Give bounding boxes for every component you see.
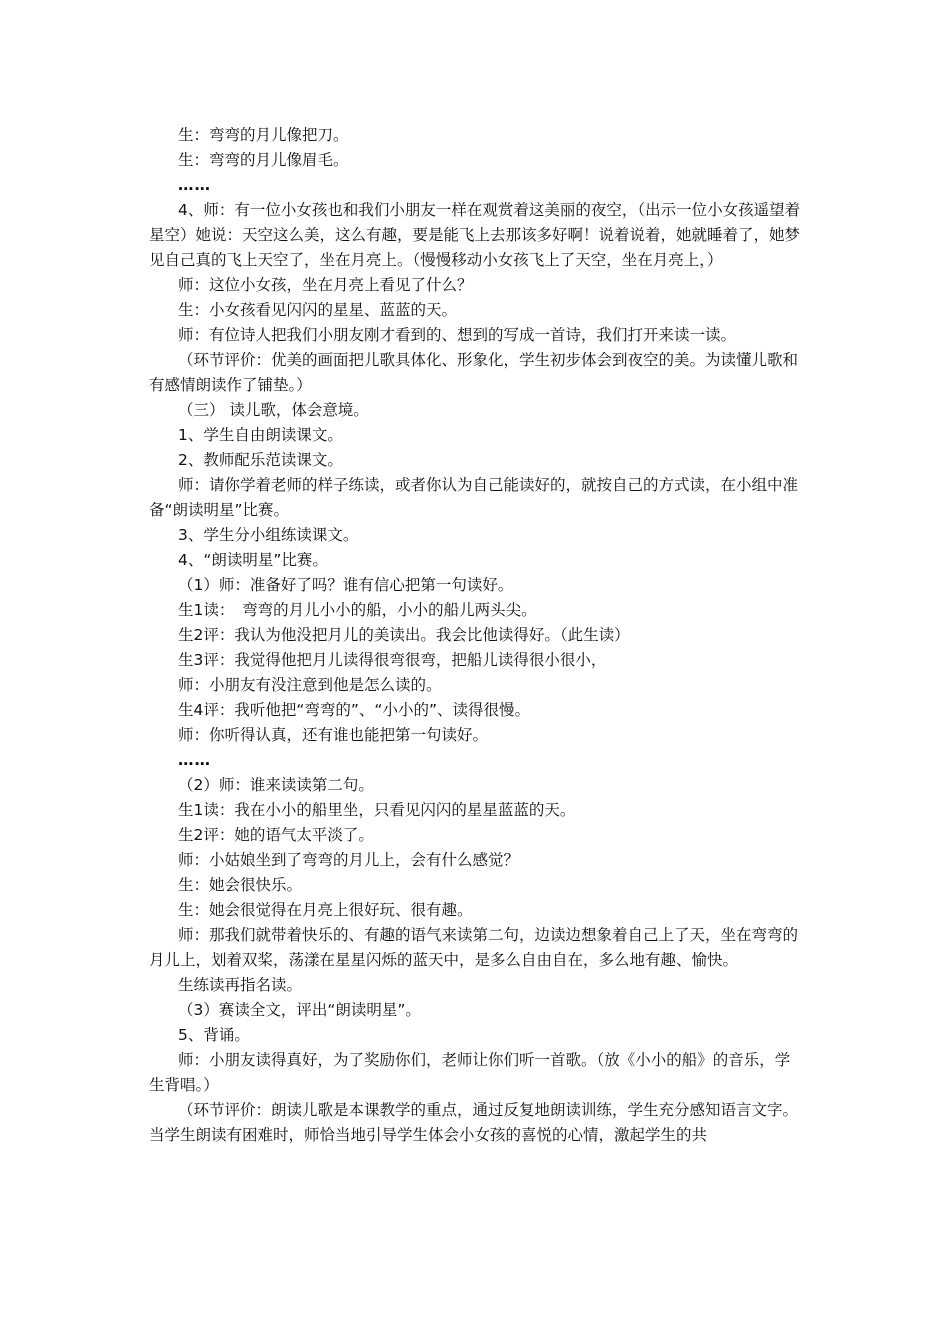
paragraph: 生：她会很觉得在月亮上很好玩、很有趣。: [178, 901, 473, 919]
paragraph: 4、师：有一位小女孩也和我们小朋友一样在观赏着这美丽的夜空，（出示一位小女孩遥望着星空）她说：天空这么美，这么有趣，要是能飞上去那该多好啊！说着说着，她就睡着了，她梦见自己真的飞上天空了，坐在月亮上。（慢慢移动小女孩飞上了天空，坐在月亮上，）: [149, 201, 801, 269]
paragraph: 2、教师配乐范读课文。: [178, 451, 343, 469]
paragraph: （三） 读儿歌，体会意境。: [178, 401, 369, 419]
paragraph: 生1读： 弯弯的月儿小小的船，小小的船儿两头尖。: [178, 601, 537, 619]
paragraph: 师：有位诗人把我们小朋友刚才看到的、想到的写成一首诗，我们打开来读一读。: [178, 326, 737, 344]
paragraph: 3、学生分小组练读课文。: [178, 526, 359, 544]
paragraph: 生：弯弯的月儿像眉毛。: [178, 151, 349, 169]
paragraph: （2）师：谁来读读第二句。: [178, 776, 374, 794]
paragraph: 生：小女孩看见闪闪的星星、蓝蓝的天。: [178, 301, 458, 319]
paragraph: 师：这位小女孩，坐在月亮上看见了什么？: [178, 276, 473, 294]
paragraph: （环节评价：朗读儿歌是本课教学的重点，通过反复地朗读训练，学生充分感知语言文字。当学生朗读有困难时，师恰当地引导学生体会小女孩的喜悦的心情，激起学生的共: [149, 1101, 799, 1144]
paragraph: 师：请你学着老师的样子练读，或者你认为自己能读好的，就按自己的方式读，在小组中准备“朗读明星”比赛。: [149, 476, 799, 519]
paragraph: 生4评：我听他把“弯弯的”、“小小的”、读得很慢。: [178, 701, 530, 719]
paragraph: 师：小朋友有没注意到他是怎么读的。: [178, 676, 442, 694]
ellipsis-line: ……: [178, 751, 211, 769]
paragraph: 师：你听得认真，还有谁也能把第一句读好。: [178, 726, 489, 744]
paragraph: 5、背诵。: [178, 1026, 250, 1044]
paragraph: 生3评：我觉得他把月儿读得很弯很弯，把船儿读得很小很小，: [178, 651, 607, 669]
paragraph: （1）师：准备好了吗？谁有信心把第一句读好。: [178, 576, 514, 594]
document-body: [149, 123, 801, 1148]
paragraph: （3）赛读全文，评出“朗读明星”。: [178, 1001, 421, 1019]
paragraph: 生2评：我认为他没把月儿的美读出。我会比他读得好。（此生读）: [178, 626, 630, 644]
paragraph: 生1读：我在小小的船里坐，只看见闪闪的星星蓝蓝的天。: [178, 801, 576, 819]
paragraph: 生：她会很快乐。: [178, 876, 303, 894]
ellipsis-line: ……: [178, 176, 211, 194]
paragraph: 生练读再指名读。: [178, 976, 303, 994]
paragraph: 师：小朋友读得真好，为了奖励你们，老师让你们听一首歌。（放《小小的船》的音乐，学生背唱。）: [149, 1051, 791, 1094]
paragraph: 生2评：她的语气太平淡了。: [178, 826, 374, 844]
paragraph: （环节评价：优美的画面把儿歌具体化、形象化，学生初步体会到夜空的美。为读懂儿歌和有感情朗读作了铺垫。）: [149, 351, 799, 394]
paragraph: 师：那我们就带着快乐的、有趣的语气来读第二句，边读边想象着自己上了天，坐在弯弯的月儿上，划着双桨，荡漾在星星闪烁的蓝天中，是多么自由自在，多么地有趣、愉快。: [149, 926, 799, 969]
paragraph: 1、学生自由朗读课文。: [178, 426, 343, 444]
paragraph: 生：弯弯的月儿像把刀。: [178, 126, 349, 144]
paragraph: 师：小姑娘坐到了弯弯的月儿上，会有什么感觉？: [178, 851, 520, 869]
paragraph: 4、“朗读明星”比赛。: [178, 551, 328, 569]
